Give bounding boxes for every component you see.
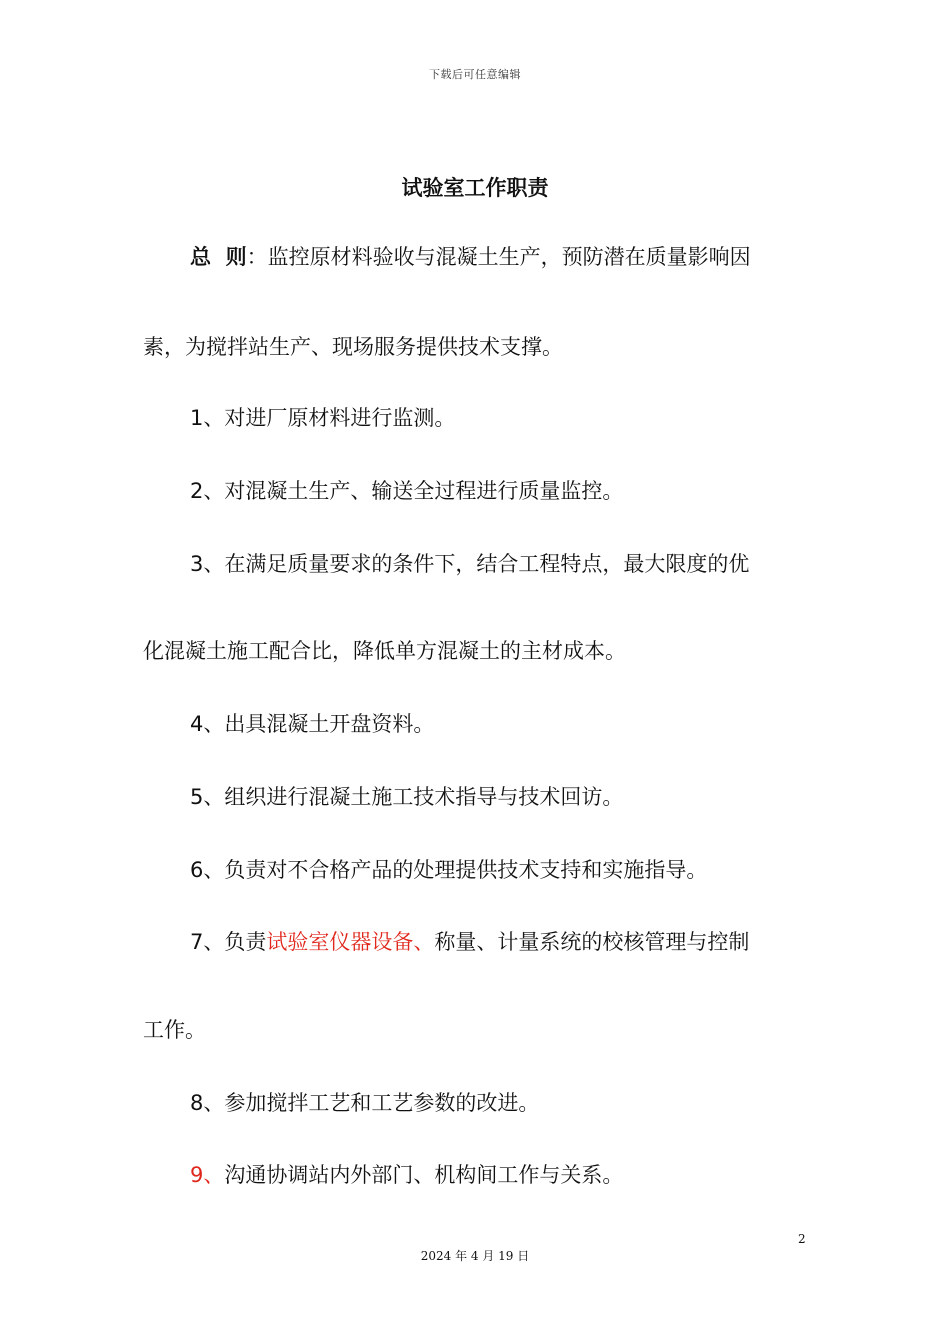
list-item-8: 8、参加搅拌工艺和工艺参数的改进。 [190, 1091, 540, 1115]
list-item-6: 6、负责对不合格产品的处理提供技术支持和实施指导。 [190, 858, 708, 882]
list-item-3: 3、在满足质量要求的条件下，结合工程特点，最大限度的优 [190, 552, 750, 576]
list-item-2: 2、对混凝土生产、输送全过程进行质量监控。 [190, 479, 624, 503]
general-principle-line-1 [190, 243, 751, 271]
list-item-3-continuation: 化混凝土施工配合比，降低单方混凝土的主材成本。 [143, 639, 626, 663]
footer-date: 2024 年 4 月 19 日 [420, 1249, 530, 1263]
list-item-7-suffix: 称量、计量系统的校核管理与控制 [434, 930, 750, 954]
list-item-4: 4、出具混凝土开盘资料。 [190, 712, 435, 736]
general-principle-text: 监控原材料验收与混凝土生产，预防潜在质量影响因 [267, 245, 751, 269]
list-item-5: 5、组织进行混凝土施工技术指导与技术回访。 [190, 785, 624, 809]
list-item-7-prefix: 7、负责 [190, 930, 267, 954]
general-principle-label: 总 则 [190, 245, 247, 269]
list-item-9-number: 9、 [190, 1163, 225, 1187]
list-item-7-highlight: 试验室仪器设备、 [266, 930, 435, 954]
list-item-7 [190, 928, 749, 956]
list-item-9 [190, 1161, 623, 1189]
page-header: 下载后可任意编辑 [429, 68, 521, 81]
list-item-7-continuation: 工作。 [143, 1018, 206, 1042]
list-item-1: 1、对进厂原材料进行监测。 [190, 406, 456, 430]
list-item-9-text: 沟通协调站内外部门、机构间工作与关系。 [224, 1163, 624, 1187]
general-principle-line-2: 素，为搅拌站生产、现场服务提供技术支撑。 [143, 335, 563, 359]
general-principle-colon: ： [246, 245, 268, 269]
page-number: 2 [798, 1232, 806, 1246]
document-title: 试验室工作职责 [401, 176, 549, 200]
